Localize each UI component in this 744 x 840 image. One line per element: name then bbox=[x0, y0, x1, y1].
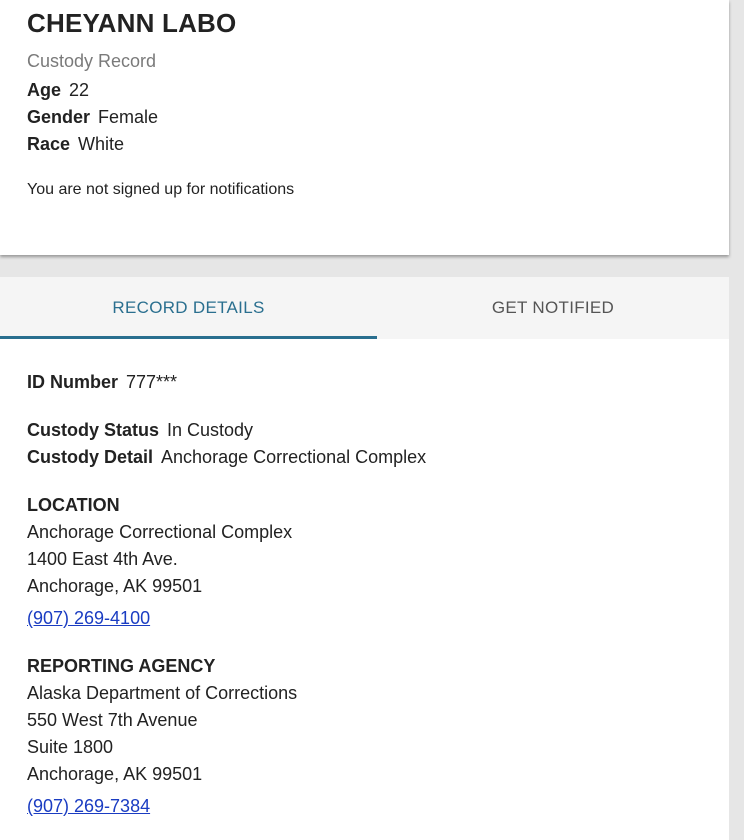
notification-status: You are not signed up for notifications bbox=[27, 181, 295, 198]
race-value: White bbox=[78, 134, 125, 154]
record-type: Custody Record bbox=[27, 51, 157, 71]
location-line: Anchorage Correctional Complex bbox=[27, 522, 293, 542]
tab-bar bbox=[0, 277, 729, 339]
race-row bbox=[27, 134, 124, 155]
race-label: Race bbox=[27, 134, 71, 154]
custody-status-label: Custody Status bbox=[27, 420, 160, 440]
agency-phone-link[interactable]: (907) 269-7384 bbox=[27, 796, 151, 816]
location-title: LOCATION bbox=[27, 495, 120, 515]
location-phone-link[interactable]: (907) 269-4100 bbox=[27, 608, 151, 628]
inmate-name: CHEYANN LABO bbox=[27, 8, 237, 38]
gender-label: Gender bbox=[27, 107, 91, 127]
tab-record-details[interactable]: RECORD DETAILS bbox=[112, 298, 265, 317]
custody-status-value: In Custody bbox=[167, 420, 254, 440]
tab-get-notified[interactable]: GET NOTIFIED bbox=[491, 298, 615, 317]
agency-line: Suite 1800 bbox=[27, 737, 114, 757]
agency-line: Anchorage, AK 99501 bbox=[27, 764, 203, 784]
location-line: Anchorage, AK 99501 bbox=[27, 576, 203, 596]
active-tab-indicator bbox=[0, 336, 377, 339]
gender-row bbox=[27, 107, 158, 128]
custody-detail-value: Anchorage Correctional Complex bbox=[161, 447, 427, 467]
id-number-value: 777*** bbox=[126, 372, 178, 392]
custody-detail-row bbox=[27, 447, 426, 468]
age-value: 22 bbox=[69, 80, 90, 100]
agency-line: Alaska Department of Corrections bbox=[27, 683, 298, 703]
location-line: 1400 East 4th Ave. bbox=[27, 549, 178, 569]
id-number-row bbox=[27, 372, 177, 393]
custody-status-row bbox=[27, 420, 253, 441]
profile-card bbox=[0, 0, 729, 255]
record-details-card bbox=[0, 277, 729, 840]
agency-title: REPORTING AGENCY bbox=[27, 656, 216, 676]
agency-line: 550 West 7th Avenue bbox=[27, 710, 198, 730]
age-row bbox=[27, 80, 89, 101]
id-number-label: ID Number bbox=[27, 372, 119, 392]
custody-detail-label: Custody Detail bbox=[27, 447, 154, 467]
gender-value: Female bbox=[98, 107, 159, 127]
age-label: Age bbox=[27, 80, 62, 100]
